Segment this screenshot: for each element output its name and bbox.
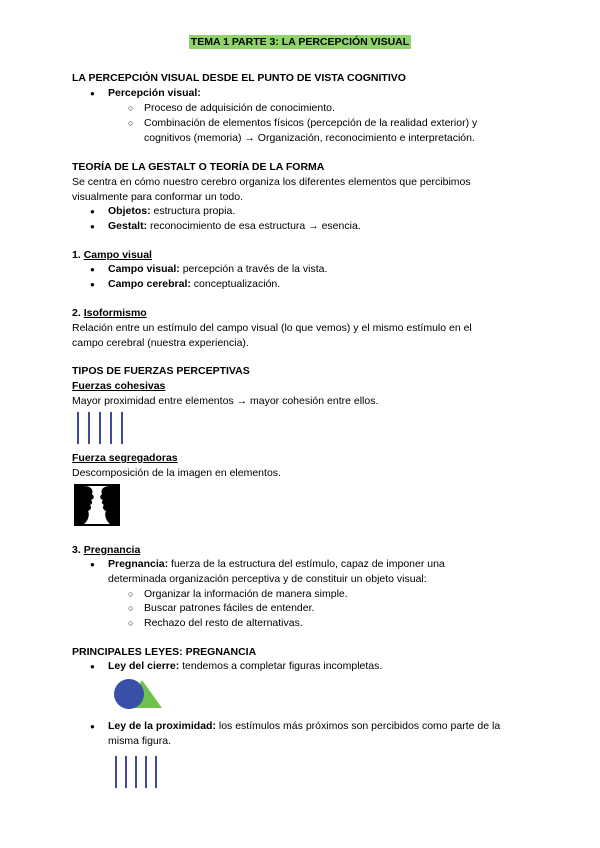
list-item: Proceso de adquisición de conocimiento.	[144, 102, 335, 114]
list-item: Campo cerebral: conceptualización.	[108, 278, 281, 290]
bullet-icon: ●	[90, 222, 95, 231]
section-heading-gestalt: TEORÍA DE LA GESTALT O TEORÍA DE LA FORMA	[72, 161, 325, 173]
bullet-icon: ●	[90, 280, 95, 289]
paragraph: visualmente para conformar un todo.	[72, 191, 244, 203]
bullet-icon: ●	[90, 207, 95, 216]
list-item: Percepción visual:	[108, 87, 201, 99]
bullet-icon: ●	[90, 560, 95, 569]
paragraph: Mayor proximidad entre elementos → mayor cohesión entre ellos.	[72, 395, 379, 407]
bullet-icon: ●	[90, 722, 95, 731]
paragraph: Se centra en cómo nuestro cerebro organiza los diferentes elementos que percibimos	[72, 176, 471, 188]
circle-bullet-icon: ○	[128, 603, 134, 613]
circle-bullet-icon: ○	[128, 103, 134, 113]
page-title: TEMA 1 PARTE 3: LA PERCEPCIÓN VISUAL	[190, 36, 410, 48]
list-item: Organizar la información de manera simple.	[144, 588, 348, 600]
list-item: Buscar patrones fáciles de entender.	[144, 602, 315, 614]
section-heading-fuerzas: TIPOS DE FUERZAS PERCEPTIVAS	[72, 365, 250, 377]
bullet-icon: ●	[90, 265, 95, 274]
circle-bullet-icon: ○	[128, 618, 134, 628]
section-heading-isoformismo: 2. Isoformismo	[72, 307, 147, 319]
section-heading-leyes: PRINCIPALES LEYES: PREGNANCIA	[72, 646, 257, 658]
bullet-icon: ●	[90, 89, 95, 98]
paragraph: Relación entre un estímulo del campo visual (lo que vemos) y el mismo estímulo en el	[72, 322, 472, 334]
circle-bullet-icon: ○	[128, 589, 134, 599]
list-item: Objetos: estructura propia.	[108, 205, 236, 217]
list-item: Rechazo del resto de alternativas.	[144, 617, 303, 629]
list-item-continued: cognitivos (memoria) → Organización, reconocimiento e interpretación.	[144, 132, 475, 144]
section-heading-cognitive: LA PERCEPCIÓN VISUAL DESDE EL PUNTO DE VISTA COGNITIVO	[72, 72, 406, 84]
list-item: Combinación de elementos físicos (percepción de la realidad exterior) y	[144, 117, 478, 129]
list-item: Gestalt: reconocimiento de esa estructura → esencia.	[108, 220, 361, 232]
paragraph: campo cerebral (nuestra experiencia).	[72, 337, 249, 349]
paragraph: Descomposición de la imagen en elementos.	[72, 467, 281, 479]
bullet-icon: ●	[90, 662, 95, 671]
subheading-fuerzas-cohesivas: Fuerzas cohesivas	[72, 380, 166, 392]
vase-faces-figure	[74, 484, 120, 526]
closure-shapes-figure	[112, 678, 164, 712]
list-item-continued: misma figura.	[108, 735, 172, 747]
list-item: Campo visual: percepción a través de la vista.	[108, 263, 328, 275]
section-heading-pregnancia: 3. Pregnancia	[72, 544, 141, 556]
list-item: Ley del cierre: tendemos a completar figuras incompletas.	[108, 660, 383, 672]
cohesive-lines-figure	[76, 410, 132, 446]
list-item: Ley de la proximidad: los estímulos más próximos son percibidos como parte de la	[108, 720, 501, 732]
list-item-continued: determinada organización perceptiva y de constituir un objeto visual:	[108, 573, 427, 585]
circle-bullet-icon: ○	[128, 118, 134, 128]
section-heading-campo-visual: 1. Campo visual	[72, 249, 152, 261]
subheading-fuerza-segregadoras: Fuerza segregadoras	[72, 452, 178, 464]
list-item: Pregnancia: fuerza de la estructura del estímulo, capaz de imponer una	[108, 558, 445, 570]
proximity-lines-figure	[114, 754, 164, 790]
